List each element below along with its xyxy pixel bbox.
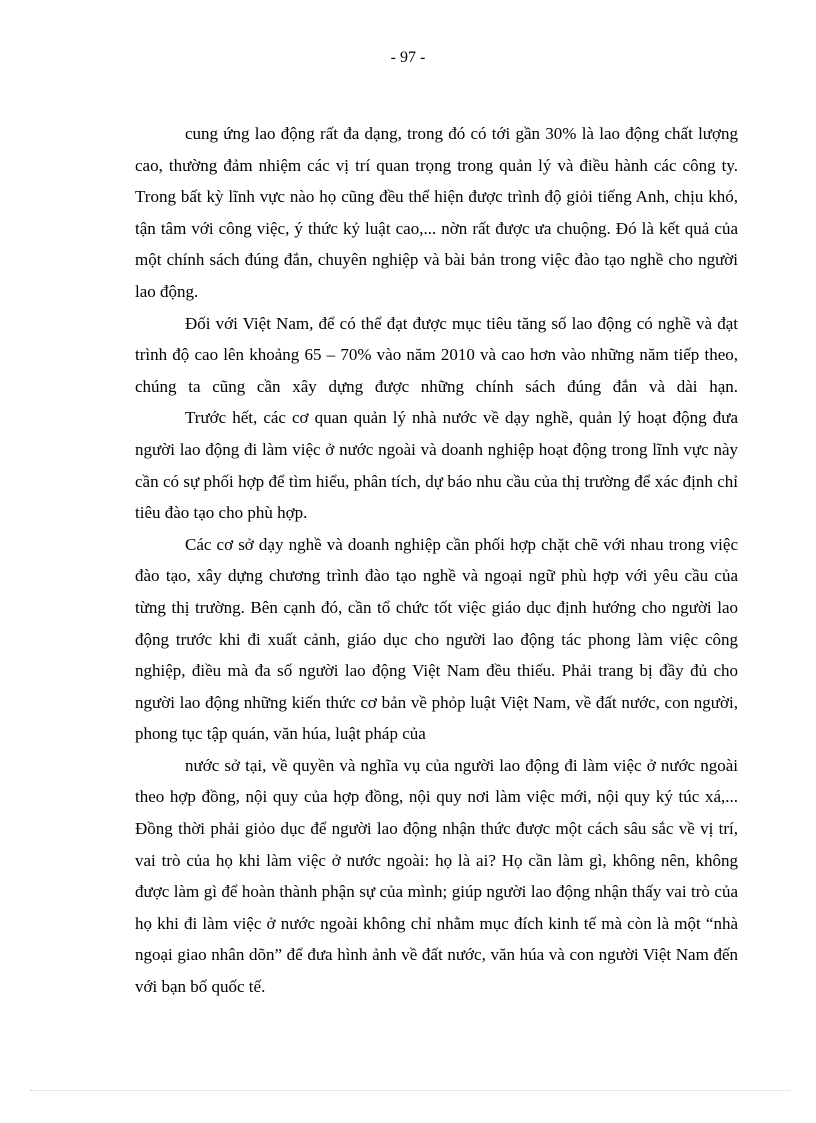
body-text: [135, 118, 738, 1003]
paragraph-4: Các cơ sở dạy nghề và doanh nghiệp cần phối hợp chặt chẽ với nhau trong việc đào tạo, xây dựng chương trình đào tạo nghề và ngoại ngữ phù hợp với yêu cầu của từng thị trường. Bên cạnh đó, cần tổ chức tốt việc giáo dục định hướng cho người lao động trước khi đi xuất cảnh, giáo dục cho người lao động tác phong làm việc công nghiệp, điều mà đa số người lao động Việt Nam đều thiếu. Phải trang bị đầy đủ cho người lao động những kiến thức cơ bản về phỏp luật Việt Nam, về đất nước, con người, phong tục tập quán, văn húa, luật pháp của: [135, 534, 738, 744]
page-bottom-rule: [30, 1090, 790, 1091]
paragraph-1: cung ứng lao động rất đa dạng, trong đó có tới gần 30% là lao động chất lượng cao, thường đảm nhiệm các vị trí quan trọng trong quản lý và điều hành các công ty. Trong bất kỳ lĩnh vực nào họ cũng đều thể hiện được trình độ giỏi tiếng Anh, chịu khó, tận tâm với công việc, ý thức kỷ luật cao,... nờn rất được ưa chuộng. Đó là kết quả của một chính sách đúng đắn, chuyên nghiệp và bài bản trong việc đào tạo nghề cho người lao động.: [135, 124, 738, 301]
paragraph-2: Đối với Việt Nam, để có thể đạt được mục tiêu tăng số lao động có nghề và đạt trình độ cao lên khoảng 65 – 70% vào năm 2010 và cao hơn vào những năm tiếp theo, chúng ta cũng cần xây dựng được những chính sách đúng đắn và dài hạn.: [135, 313, 738, 396]
page-number: - 97 -: [390, 49, 426, 66]
paragraph-3: Trước hết, các cơ quan quản lý nhà nước về dạy nghề, quản lý hoạt động đưa người lao động đi làm việc ở nước ngoài và doanh nghiệp hoạt động trong lĩnh vực này cần có sự phối hợp để tìm hiểu, phân tích, dự báo nhu cầu của thị trường để xác định chỉ tiêu đào tạo cho phù hợp.: [135, 408, 738, 523]
paragraph-5: nước sở tại, về quyền và nghĩa vụ của người lao động đi làm việc ở nước ngoài theo hợp đồng, nội quy của hợp đồng, nội quy nơi làm việc mới, nội quy ký túc xá,... Đồng thời phải giỏo dục để người lao động nhận thức được một cách sâu sắc về vị trí, vai trò của họ khi làm việc ở nước ngoài: họ là ai? Họ cần làm gì, không nên, không được làm gì để hoàn thành phận sự của mình; giúp người lao động nhận thấy vai trò của họ khi đi làm việc ở nước ngoài không chỉ nhằm mục đích kinh tế mà còn là một “nhà ngoại giao nhân dõn” để đưa hình ảnh về đất nước, văn húa và con người Việt Nam đến với bạn bố quốc tế.: [135, 755, 738, 997]
